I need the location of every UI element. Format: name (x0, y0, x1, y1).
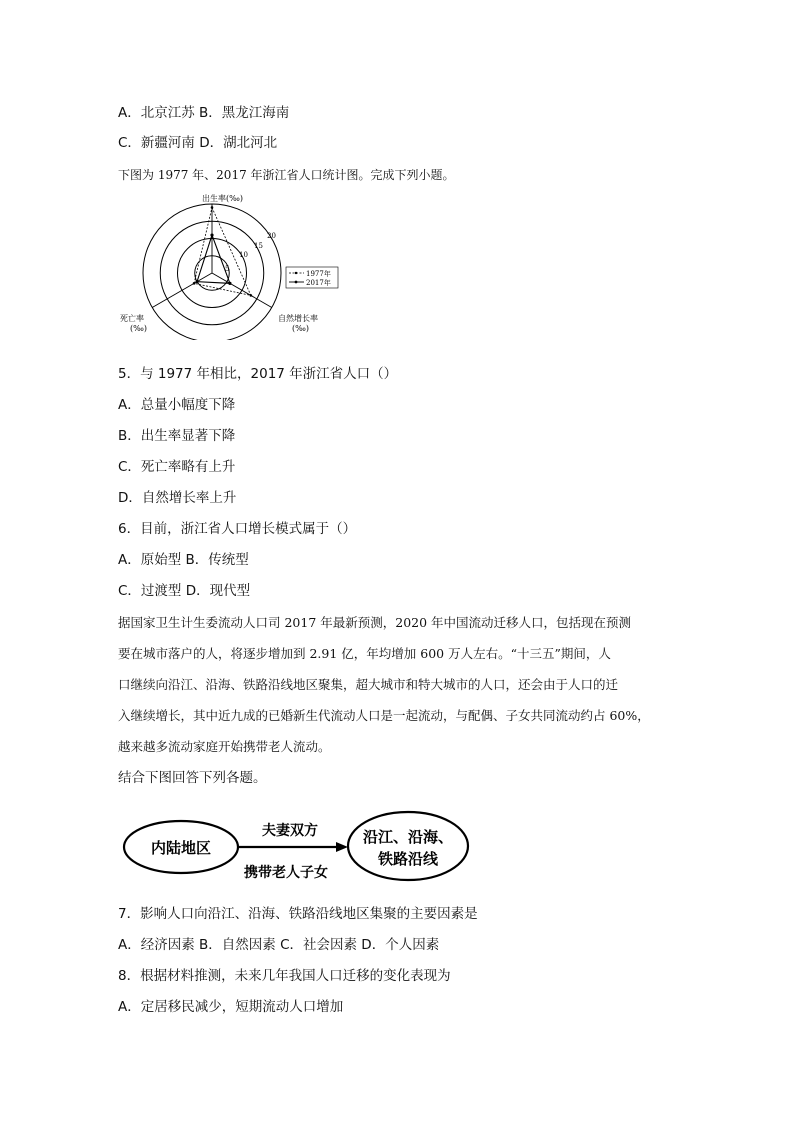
q8-option-a: A．定居移民减少，短期流动人口增加 (118, 999, 344, 1015)
q5-option-a: A．总量小幅度下降 (118, 397, 236, 413)
axis-label-birth-rate: 出生率(‰) (202, 194, 243, 203)
axis-label-death-rate-unit: (‰) (130, 324, 147, 333)
radar-point-1977年-2 (193, 282, 196, 285)
intro-radar: 下图为 1977 年、2017 年浙江省人口统计图。完成下列小题。 (118, 168, 455, 182)
q7-options: A．经济因素 B．自然因素 C．社会因素 D．个人因素 (118, 937, 440, 953)
migration-passage (118, 607, 678, 762)
flow-arrowhead (336, 842, 348, 852)
passage-line: 据国家卫生计生委流动人口司 2017 年最新预测，2020 年中国流动迁移人口，包括现在预测 (118, 615, 632, 630)
flow-label-top: 夫妻双方 (262, 823, 318, 839)
q6-stem: 6．目前，浙江省人口增长模式属于（） (118, 521, 357, 537)
radar-axes (152, 204, 272, 308)
flow-label-bottom: 携带老人子女 (244, 865, 328, 881)
q5-option-d: D．自然增长率上升 (118, 490, 237, 506)
tick-15: 15 (254, 242, 263, 250)
passage-line: 要在城市落户的人，将逐步增加到 2.91 亿，年均增加 600 万人左右。“十三五”期间，人 (118, 646, 611, 661)
q6-options-ab: A．原始型 B．传统型 (118, 552, 249, 568)
q5-option-c: C．死亡率略有上升 (118, 459, 236, 475)
migration-flow-diagram (118, 804, 470, 888)
coastal-region-label-2: 铁路沿线 (377, 850, 439, 868)
tick-20: 20 (267, 232, 276, 240)
passage-line: 越来越多流动家庭开始携带老人流动。 (118, 739, 331, 754)
intro-flow: 结合下图回答下列各题。 (118, 770, 267, 786)
q7-stem: 7．影响人口向沿江、沿海、铁路沿线地区集聚的主要因素是 (118, 906, 478, 922)
q5-option-b: B．出生率显著下降 (118, 428, 236, 444)
axis-label-natural-growth: 自然增长率 (278, 314, 318, 323)
radar-point-2017年-0 (210, 233, 213, 236)
q4-options-ab: A．北京江苏 B．黑龙江海南 (118, 105, 290, 121)
coastal-region-label-1: 沿江、沿海、 (362, 828, 454, 846)
radar-point-1977年-0 (211, 206, 214, 209)
coastal-region-node (348, 812, 468, 880)
axis-label-death-rate: 死亡率 (120, 314, 144, 323)
tick-5: 5 (225, 265, 230, 273)
radar-axis-2 (152, 273, 212, 308)
axis-label-natural-growth-unit: (‰) (292, 324, 309, 333)
radar-legend (286, 267, 338, 288)
radar-point-2017年-1 (228, 282, 231, 285)
inland-region-label: 内陆地区 (150, 839, 212, 857)
passage-line: 入继续增长，其中近九成的已婚新生代流动人口是一起流动，与配偶、子女共同流动约占 60%， (118, 708, 650, 723)
radar-point-2017年-2 (195, 280, 198, 283)
radar-axis-1 (212, 273, 272, 308)
tick-10: 10 (239, 251, 248, 259)
legend-1977: 1977年 (306, 270, 331, 278)
q4-options-cd: C．新疆河南 D．湖北河北 (118, 135, 278, 151)
q5-stem: 5．与 1977 年相比，2017 年浙江省人口（） (118, 366, 398, 382)
legend-2017: 2017年 (306, 279, 331, 287)
population-radar-chart (118, 192, 358, 340)
q8-stem: 8．根据材料推测，未来几年我国人口迁移的变化表现为 (118, 968, 451, 984)
radar-point-1977年-1 (250, 294, 253, 297)
q6-options-cd: C．过渡型 D．现代型 (118, 583, 251, 599)
passage-line: 口继续向沿江、沿海、铁路沿线地区聚集，超大城市和特大城市的人口，还会由于人口的迁 (118, 677, 619, 692)
